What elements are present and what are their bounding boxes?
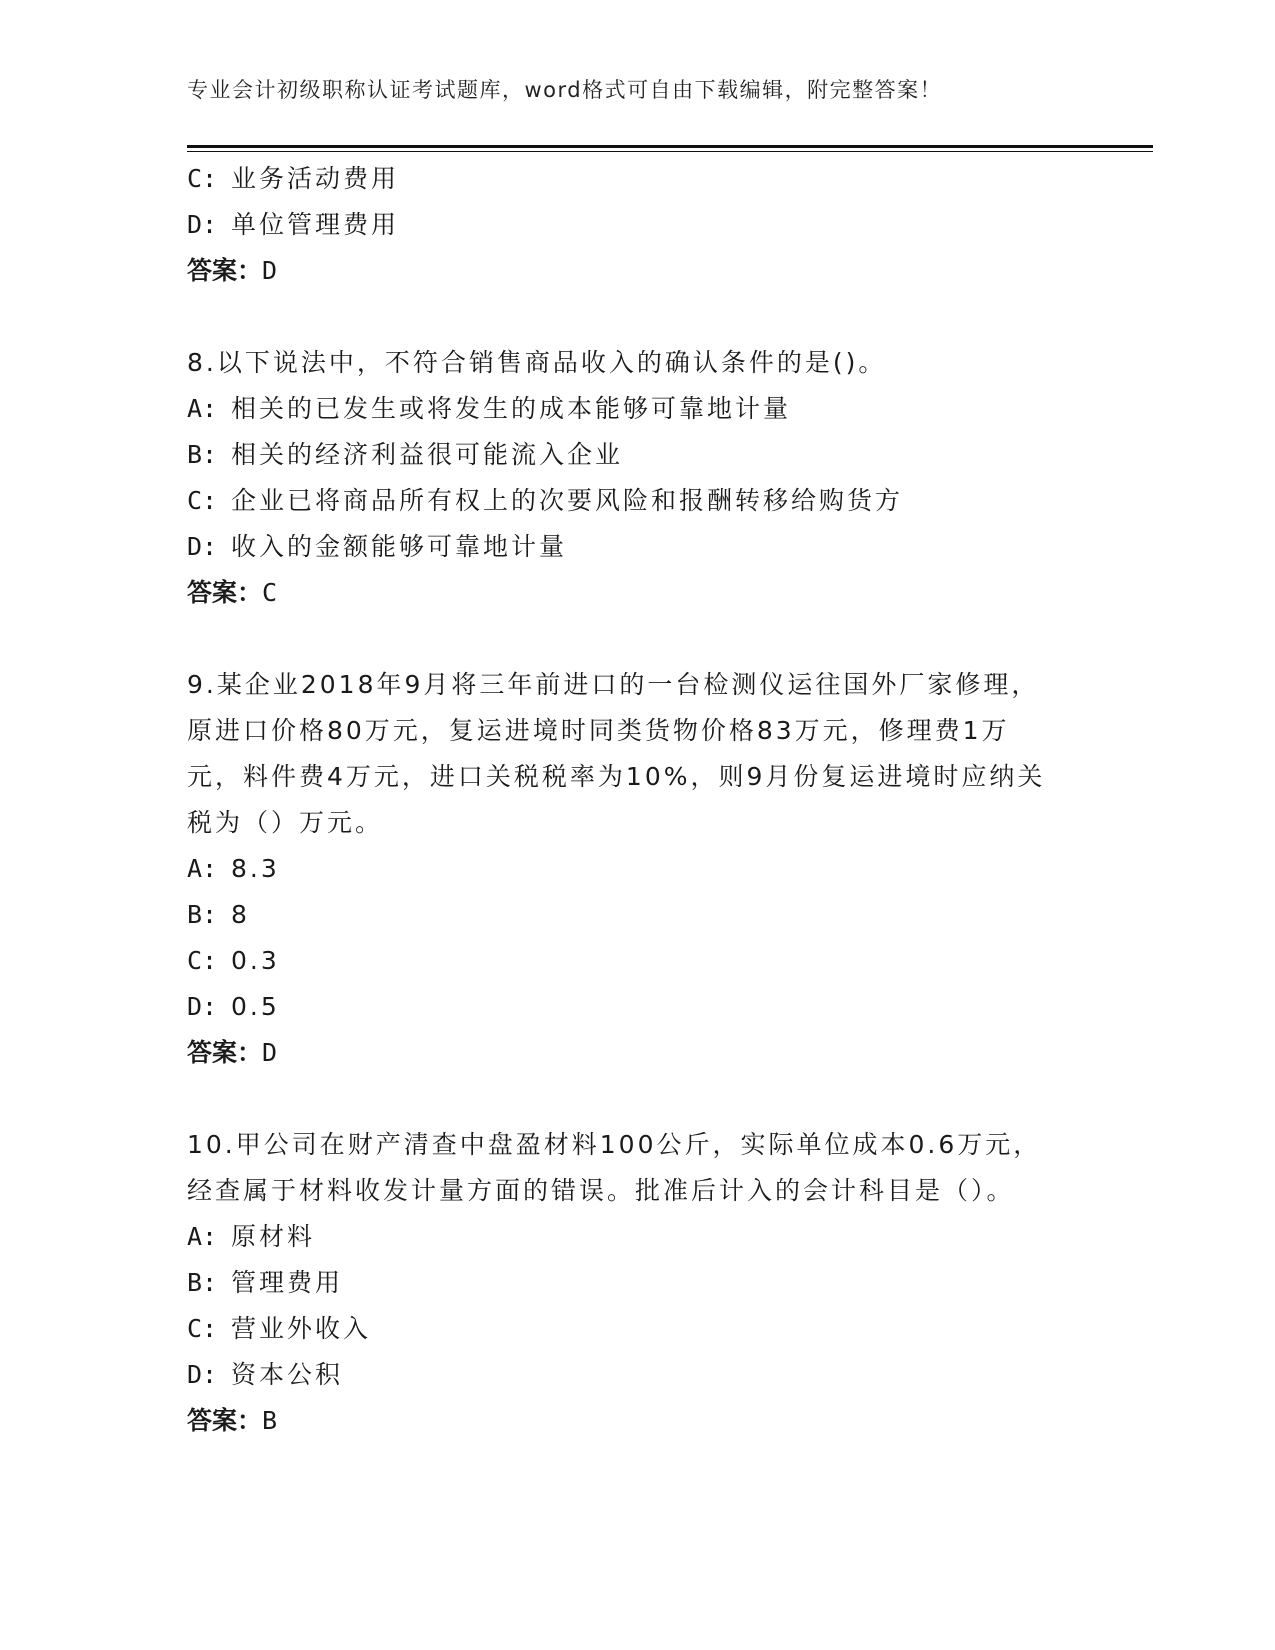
question-8-stem bbox=[187, 340, 1067, 386]
option-text: 8 bbox=[231, 900, 250, 929]
option-letter: B: bbox=[187, 1268, 218, 1297]
answer-label: 答案： bbox=[187, 1038, 263, 1067]
option-letter: B: bbox=[187, 900, 218, 929]
option-b bbox=[187, 432, 1087, 478]
option-d bbox=[187, 202, 1087, 248]
answer-value: C bbox=[262, 578, 278, 607]
option-text: 资本公积 bbox=[231, 1360, 344, 1389]
stem-line: 8.以下说法中，不符合销售商品收入的确认条件的是()。 bbox=[187, 348, 887, 377]
stem-line: 10.甲公司在财产清查中盘盈材料100公斤，实际单位成本0.6万元， bbox=[187, 1130, 1042, 1159]
option-letter: D: bbox=[187, 992, 218, 1021]
answer-value: D bbox=[262, 1038, 278, 1067]
option-b bbox=[187, 1260, 1087, 1306]
option-letter: B: bbox=[187, 440, 218, 469]
option-a bbox=[187, 386, 1087, 432]
header-rule-thin bbox=[187, 151, 1153, 152]
answer-line bbox=[187, 248, 1087, 294]
option-letter: A: bbox=[187, 1222, 218, 1251]
option-a bbox=[187, 846, 1087, 892]
option-letter: A: bbox=[187, 854, 218, 883]
option-letter: D: bbox=[187, 532, 218, 561]
stem-line: 经查属于材料收发计量方面的错误。批准后计入的会计科目是（）。 bbox=[187, 1176, 1015, 1205]
answer-label: 答案： bbox=[187, 578, 263, 607]
option-a bbox=[187, 1214, 1087, 1260]
option-c bbox=[187, 1306, 1087, 1352]
question-10-stem bbox=[187, 1122, 1067, 1214]
option-text: 原材料 bbox=[231, 1222, 316, 1251]
answer-label: 答案： bbox=[187, 256, 263, 285]
stem-line: 税为（）万元。 bbox=[187, 808, 384, 837]
question-content bbox=[187, 156, 1087, 1444]
option-letter: D: bbox=[187, 1360, 218, 1389]
option-letter: D: bbox=[187, 210, 218, 239]
stem-line: 9.某企业2018年9月将三年前进口的一台检测仪运往国外厂家修理， bbox=[187, 670, 1040, 699]
option-d bbox=[187, 524, 1087, 570]
option-text: 收入的金额能够可靠地计量 bbox=[231, 532, 568, 561]
option-d bbox=[187, 1352, 1087, 1398]
option-letter: C: bbox=[187, 164, 218, 193]
answer-label: 答案： bbox=[187, 1406, 263, 1435]
option-text: 0.3 bbox=[231, 946, 280, 975]
answer-value: B bbox=[262, 1406, 278, 1435]
option-text: 营业外收入 bbox=[231, 1314, 372, 1343]
option-c bbox=[187, 938, 1087, 984]
option-text: 管理费用 bbox=[231, 1268, 344, 1297]
option-text: 单位管理费用 bbox=[231, 210, 400, 239]
option-d bbox=[187, 984, 1087, 1030]
option-letter: C: bbox=[187, 946, 218, 975]
option-text: 0.5 bbox=[231, 992, 280, 1021]
option-text: 相关的经济利益很可能流入企业 bbox=[231, 440, 624, 469]
question-9-stem bbox=[187, 662, 1067, 846]
option-c bbox=[187, 156, 1087, 202]
option-letter: C: bbox=[187, 486, 218, 515]
stem-line: 元，料件费4万元，进口关税税率为10%，则9月份复运进境时应纳关 bbox=[187, 762, 1046, 791]
answer-value: D bbox=[262, 256, 278, 285]
option-letter: C: bbox=[187, 1314, 218, 1343]
page-header: 专业会计初级职称认证考试题库，word格式可自由下载编辑，附完整答案！ bbox=[187, 78, 943, 102]
option-c bbox=[187, 478, 1087, 524]
stem-line: 原进口价格80万元，复运进境时同类货物价格83万元，修理费1万 bbox=[187, 716, 1010, 745]
option-text: 企业已将商品所有权上的次要风险和报酬转移给购货方 bbox=[231, 486, 904, 515]
answer-line bbox=[187, 1398, 1087, 1444]
answer-line bbox=[187, 1030, 1087, 1076]
answer-line bbox=[187, 570, 1087, 616]
option-letter: A: bbox=[187, 394, 218, 423]
option-text: 业务活动费用 bbox=[231, 164, 400, 193]
option-text: 8.3 bbox=[231, 854, 280, 883]
option-b bbox=[187, 892, 1087, 938]
option-text: 相关的已发生或将发生的成本能够可靠地计量 bbox=[231, 394, 792, 423]
header-rule-thick bbox=[187, 145, 1153, 148]
